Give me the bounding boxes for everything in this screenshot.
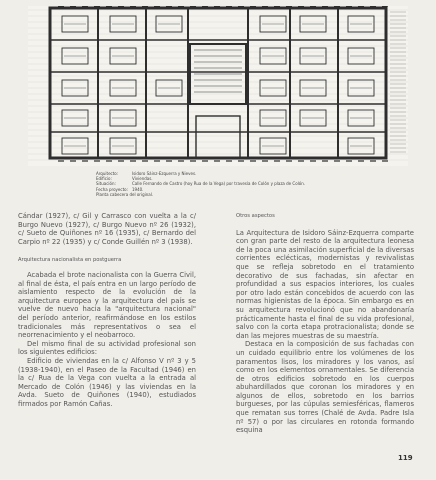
- caption-value: Calle Fernando de Castro (hoy Rua de la Vega) por travesía de Colón y plaza de Colón.: [132, 181, 306, 187]
- caption-value: 1940.: [132, 186, 144, 192]
- paragraph: La Arquitectura de Isidoro Sáinz-Ezquerra comparte con gran parte del resto de la arquitectura leonesa de la poca una asimilación superficial de la diversas corrientes eclécticas, modernistas y revivalistas que se refleja sobretodo en el tratamiento decorativo de sus fachadas, sin afectar en profundidad a sus espacios interiores, los cuales por otro lado están concebidos de acuerdo con las normas higienistas de la época. Sin embargo es en su arquitectura revolucionó que no abandonaría prácticamente hasta el final de su vida profesional, salvo con la corta etapa protracionalista; donde se dan las mejores muestras de su maestría.: [236, 228, 414, 340]
- paragraph: Cándar (1927), c/ Gil y Carrasco con vuelta a la c/ Burgo Nuevo (1927), c/ Burgo Nuevo nº 26 (1932), c/ Sueto de Quiñones nº 16 (1935), c/ Bernardo del Carpio nº 22 (1935) y c/ Conde Guillén nº 3 (1938).: [18, 212, 196, 246]
- paragraph: Acabada el brote nacionalista con la Guerra Civil, al final de ésta, el país entra en un largo período de aislamiento respecto de la evolución de la arquitectura europea y la arquitectura del país se vuelve de nuevo hacia la "arquitectura nacional" del período anterior, reafirmándose en los estilos tradicionales más representativos o sea el neorrenacimiento y el neobarroco.: [18, 270, 196, 340]
- paragraph: Destaca en la composición de sus fachadas con un cuidado equilibrio entre los volúmenes de los paramentos lisos, los miradores y los vanos, así como en los elementos ornamentales. Se diferencia de otros edificios sobretodo en los cuerpos abuhardillados que coronan los miradores y en algunos de ellos, sobretodo en los barrios burgueses, por las cúpulas semiesféricas, flameros que rematan sus torres (Chalé de Avda. Padre Isla nº 57) o por las circulares en rotonda formando esquina: [236, 340, 414, 435]
- section-heading: Arquitectura nacionalista en postguerra: [18, 257, 122, 264]
- caption-value: Isidoro Sáinz-Ezquerra y Nieves.: [132, 171, 197, 176]
- section-heading: Otros aspectos: [236, 213, 275, 219]
- paragraph: Del mismo final de su actividad profesional son los siguientes edificios:: [18, 339, 196, 357]
- right-column: [236, 212, 414, 435]
- caption-key: Fecha proyecto:: [96, 186, 128, 192]
- plan-caption: [96, 171, 406, 197]
- paragraph: Edificio de viviendas en la c/ Alfonso V nº 3 y 5 (1938-1940), en el Paseo de la Facultad (1946) en la c/ Rua de la Vega con vuelta a la entrada al Mercado de Colón (1946) y las viviendas en la Avda. Sueto de Quiñones (1940), estudiados firmados por Ramón Cañas.: [18, 356, 196, 408]
- caption-value: Viviendas.: [132, 176, 153, 182]
- caption-key: Arquitecto:: [96, 171, 119, 176]
- caption-key: Edificio:: [96, 176, 112, 182]
- floor-plan: [28, 6, 408, 166]
- caption-key: Situación:: [96, 181, 116, 187]
- caption-key: Planta cabecera del original.: [96, 191, 154, 197]
- caption-row: [96, 192, 406, 197]
- page-number: 119: [398, 454, 413, 462]
- left-column: [18, 212, 196, 408]
